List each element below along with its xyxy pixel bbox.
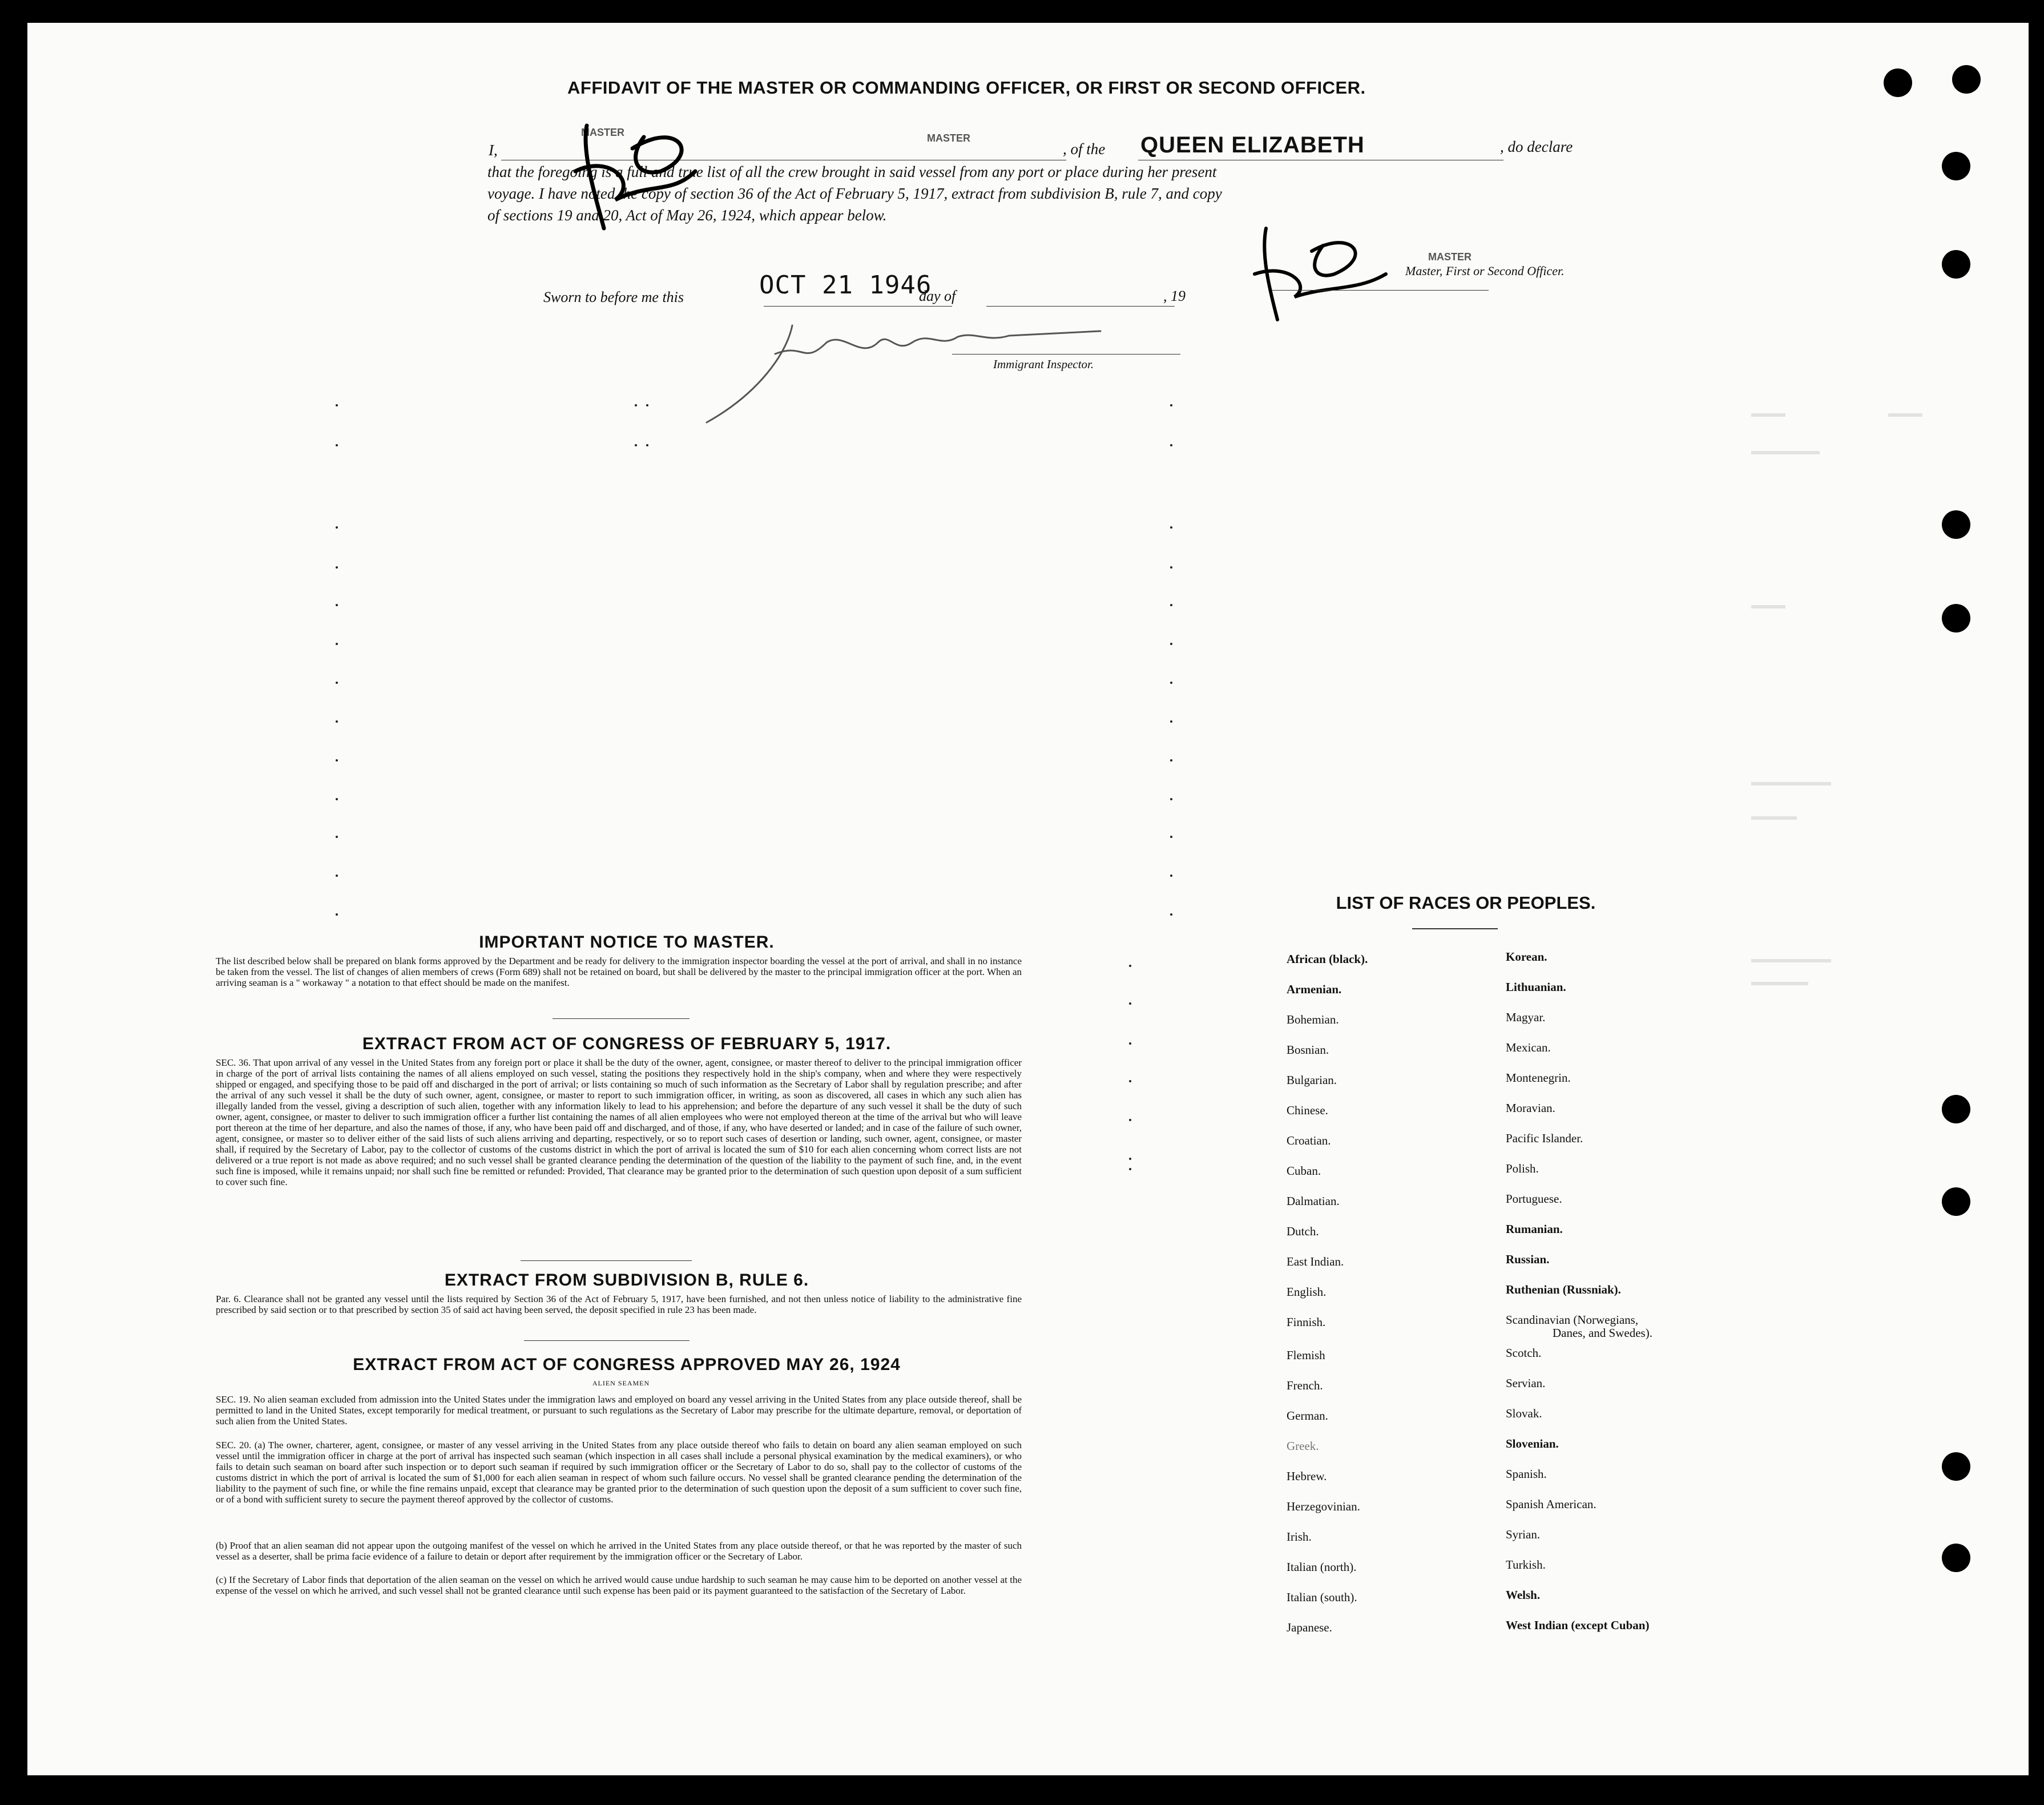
notice-text: The list described below shall be prepared on blank forms approved by the Department and be ready for delivery to the immigration inspector boarding the vessel at the port of arrival, and shall in no instance be taken from the vessel. The list of changes of alien members of crews (Form 689) shall not be retained on board, but shall be delivered by the master to the principal immigration officer at the port. When an arriving seaman is a " workaway " a notation to that effect should be made on the manifest. [216,956,1022,988]
race-item: Turkish. [1506,1558,1546,1572]
extract-1924-subtitle: ALIEN SEAMEN [592,1379,650,1387]
affidavit-line: that the foregoing is a full and true list of all the crew brought in said vessel from any port or place during her present [487,163,1217,180]
year-text: , 19 [1163,288,1186,304]
punch-hole [1942,152,1970,180]
faint-mark [1129,1002,1131,1005]
faint-mark [336,643,338,645]
subdivision-text: Par. 6. Clearance shall not be granted any vessel until the lists required by Section 36 of the Act of February 5, 1917, have been furnished, and not then unless notice of liability to the administrative fine prescribed by said section or to that prescribed by section 35 of said act having been served, the deposit specified in rule 23 has been made. [216,1294,1022,1315]
faint-mark [1129,1119,1131,1121]
race-item-group [1506,1313,1745,1346]
faint-mark [646,444,648,446]
race-item: Dalmatian. [1287,1194,1340,1208]
faint-mark [1170,682,1172,684]
race-item: Hebrew. [1287,1469,1327,1483]
faint-mark [1170,759,1172,762]
faint-mark [336,798,338,800]
section-divider [553,1018,690,1019]
race-item: French. [1287,1379,1323,1392]
master-stamp: MASTER [581,127,624,138]
extract-1924-title: EXTRACT FROM ACT OF CONGRESS APPROVED MAY 26, 1924 [353,1355,901,1374]
race-item: Slovenian. [1506,1437,1559,1451]
faint-mark [336,720,338,723]
race-item: Armenian. [1287,982,1342,996]
section-divider [521,1260,692,1261]
signature-top [564,103,724,240]
race-item: African (black). [1287,952,1368,966]
vessel-name: QUEEN ELIZABETH [1140,132,1365,158]
faint-mark [1170,836,1172,838]
faint-mark [635,404,637,406]
faint-mark [336,604,338,606]
race-item: Bosnian. [1287,1043,1329,1057]
race-item: Montenegrin. [1506,1071,1571,1085]
race-item: Syrian. [1506,1528,1541,1541]
affidavit-line: of sections 19 and 20, Act of May 26, 1924, which appear below. [487,207,887,224]
extract-1917-text: SEC. 36. That upon arrival of any vessel in the United States from any foreign port or place it shall be the duty of the owner, agent, consignee, or master thereof to deliver to the principal immigration officer in charge of the port of arrival lists containing the names of all aliens employed on such vessel, stating the positions they respectively hold in the ship's company, when and where they were respectively shipped or engaged, and specifying those to be paid off and discharged in the port of arrival; or lists containing so much of such information as the Secretary of Labor shall by regulation prescribe; and after the arrival of any such vessel it shall be the duty of such owner, agent, consignee, or master to report to such immigration officer, in writing, as soon as discovered, all cases in which any such alien has illegally landed from the vessel, giving a description of such alien, together with any information likely to lead to his apprehension; and before the departure of any such vessel it shall be the duty of such owner, agent, consignee, or master to deliver to such immigration officer a further list containing the names of all alien employees who were not employed thereon at the time of the arrival but who will leave port thereon at the time of her departure, and also the names of those, if any, who have been paid off and discharged, and of those, if any, who have deserted or landed; and in case of the failure of such owner, agent, consignee, or master so to deliver either of the said lists of such aliens arriving and departing, respectively, or so to report such cases of desertion or landing, such owner, agent, consignee, or master shall, if required by the Secretary of Labor, pay to the collector of customs of the customs district in which the port of arrival is located the sum of $10 for each alien concerning whom correct lists are not delivered or a true report is not made as above required; and no such vessel shall be granted clearance pending the determination of the question of the liability to the payment of such fine, and, in the event such fine is imposed, while it remains unpaid; nor shall such fine be remitted or refunded: Provided, That clearance may be granted prior to the determination of such question upon deposit of a sum sufficient to cover such fine. [216,1057,1022,1187]
master-stamp: MASTER [927,132,970,144]
race-item: Dutch. [1287,1224,1319,1238]
race-item: East Indian. [1287,1255,1344,1268]
faint-mark [1170,875,1172,877]
race-item: Italian (south). [1287,1590,1357,1604]
extract-1917-title: EXTRACT FROM ACT OF CONGRESS OF FEBRUARY 5, 1917. [362,1034,892,1053]
extract-1924-sec20c: (c) If the Secretary of Labor finds that deportation of the alien seaman on the vessel on which he arrived would cause undue hardship to such seaman he may cause him to be deported on another vessel at the expense of the vessel on which he arrived, and such vessel shall not be granted clearance until such expense has been paid or its payment guaranteed to the satisfaction of the Secretary of Labor. [216,1574,1022,1596]
month-line [986,306,1175,307]
faint-mark [1170,798,1172,800]
races-underline [1412,928,1498,929]
race-item: Flemish [1287,1348,1325,1362]
faint-mark [646,404,648,406]
punch-hole [1884,69,1912,97]
signature-caption: Master, First or Second Officer. [1405,264,1565,278]
punch-hole [1952,65,1981,94]
punch-hole [1942,250,1970,279]
extract-1924-sec20b: (b) Proof that an alien seaman did not appear upon the outgoing manifest of the vessel on which he arrived in the United States from any place outside thereof, or that he was reported by the master of such vessel as a deserter, shall be prima facie evidence of a failure to detain or deport after requirement by the immigration officer or the Secretary of Labor. [216,1540,1022,1562]
race-item: Slovak. [1506,1407,1542,1420]
race-item: Spanish American. [1506,1497,1597,1511]
faint-mark [1170,566,1172,569]
faint-mark [336,875,338,877]
race-item: Korean. [1506,950,1547,964]
affidavit-i: I, [489,142,498,159]
race-item: Herzegovinian. [1287,1500,1360,1513]
faint-mark [1170,913,1172,916]
race-item: Finnish. [1287,1315,1326,1329]
of-the-text: , of the [1063,140,1106,158]
faint-mark [336,682,338,684]
faint-mark [336,526,338,529]
faint-mark [1129,1168,1131,1170]
race-item: Russian. [1506,1252,1550,1266]
bleed-through-area [1683,388,2002,1130]
race-item: Italian (north). [1287,1560,1357,1574]
race-item: Ruthenian (Russniak). [1506,1283,1621,1296]
faint-mark [336,404,338,406]
signature-master [1249,223,1420,325]
race-item: Welsh. [1506,1588,1541,1602]
race-item: English. [1287,1285,1327,1299]
faint-mark [1170,643,1172,645]
race-item: Magyar. [1506,1010,1546,1024]
do-declare-text: , do declare [1500,138,1573,155]
race-item: Spanish. [1506,1467,1547,1481]
faint-mark [635,444,637,446]
faint-mark [1129,965,1131,967]
faint-mark [336,566,338,569]
race-item: Chinese. [1287,1103,1328,1117]
date-stamp: OCT 21 1946 [759,271,932,300]
faint-mark [1170,604,1172,606]
section-divider [524,1340,690,1341]
punch-hole [1942,1187,1970,1216]
faint-mark [336,836,338,838]
race-item: Scandinavian (Norwegians, [1506,1313,1639,1327]
race-item: Moravian. [1506,1101,1555,1115]
race-item: Scotch. [1506,1346,1542,1360]
race-item: Mexican. [1506,1041,1551,1054]
master-stamp: MASTER [1428,251,1471,263]
race-item-continuation: Danes, and Swedes). [1553,1326,1652,1340]
extract-1924-sec20a: SEC. 20. (a) The owner, charterer, agent, consignee, or master of any vessel arriving in the United States from any place outside thereof who fails to detain on board any alien seaman employed on such vessel until the immigration officer in charge at the port of arrival has inspected such seaman (which inspection in all cases shall include a personal physical examination by the medical examiners), or who fails to detain such seaman on board after such inspection or to deport such seaman if required by such immigration officer or the Secretary of Labor to do so, shall pay to the collector of customs of the customs district in which the port of arrival is located the sum of $1,000 for each alien seaman in respect of whom such failure occurs. No vessel shall be granted clearance pending the determination of the liability to the payment of such fine, or while the fine remains unpaid, except that clearance may be granted prior to the determination of such question upon the deposit of a sum sufficient to cover such fine, or of a bond with sufficient surety to secure the payment thereof approved by the collector of customs. [216,1440,1022,1505]
subdivision-title: EXTRACT FROM SUBDIVISION B, RULE 6. [444,1271,809,1290]
notice-title: IMPORTANT NOTICE TO MASTER. [479,933,775,952]
race-item: Polish. [1506,1162,1539,1175]
faint-mark [1129,1042,1131,1045]
faint-mark [336,913,338,916]
faint-mark [1170,404,1172,406]
race-item: Bohemian. [1287,1013,1339,1026]
race-item: Pacific Islander. [1506,1131,1583,1145]
race-item: Servian. [1506,1376,1546,1390]
race-item: Croatian. [1287,1134,1331,1147]
faint-mark [1129,1080,1131,1082]
punch-hole [1942,1544,1970,1572]
date-line [764,306,952,307]
extract-1924-sec19: SEC. 19. No alien seaman excluded from admission into the United States under the immigration laws and employed on board any vessel arriving in the United States from any place outside thereof, shall be permitted to land in the United States, except temporarily for medical treatment, or pursuant to such regulations as the Secretary of Labor may prescribe for the ultimate departure, removal, or deportation of such alien from the United States. [216,1394,1022,1427]
race-item: Irish. [1287,1530,1312,1544]
race-item: West Indian (except Cuban) [1506,1618,1650,1632]
faint-mark [1170,526,1172,529]
faint-mark [1129,1158,1131,1160]
punch-hole [1942,1452,1970,1481]
inspector-caption: Immigrant Inspector. [993,357,1094,371]
signature-line [1272,290,1489,291]
document-page [27,23,2029,1775]
sworn-text: Sworn to before me this [543,289,684,305]
race-item: Portuguese. [1506,1192,1562,1206]
race-item: Rumanian. [1506,1222,1563,1236]
faint-mark [336,759,338,762]
race-item: Japanese. [1287,1621,1332,1634]
race-item: Greek. [1287,1439,1319,1453]
races-left-column [1287,952,1492,1651]
affidavit-heading: AFFIDAVIT OF THE MASTER OR COMMANDING OFFICER, OR FIRST OR SECOND OFFICER. [567,78,1366,98]
races-title: LIST OF RACES OR PEOPLES. [1336,893,1596,913]
faint-mark [1170,444,1172,446]
race-item: German. [1287,1409,1328,1423]
race-item: Lithuanian. [1506,980,1566,994]
affidavit-line: voyage. I have noted the copy of section 36 of the Act of February 5, 1917, extract from subdivision B, rule 7, and copy [487,185,1222,202]
faint-mark [1170,720,1172,723]
faint-mark [336,444,338,446]
race-item: Bulgarian. [1287,1073,1337,1087]
race-item: Cuban. [1287,1164,1321,1178]
day-of-text: day of [919,288,956,304]
